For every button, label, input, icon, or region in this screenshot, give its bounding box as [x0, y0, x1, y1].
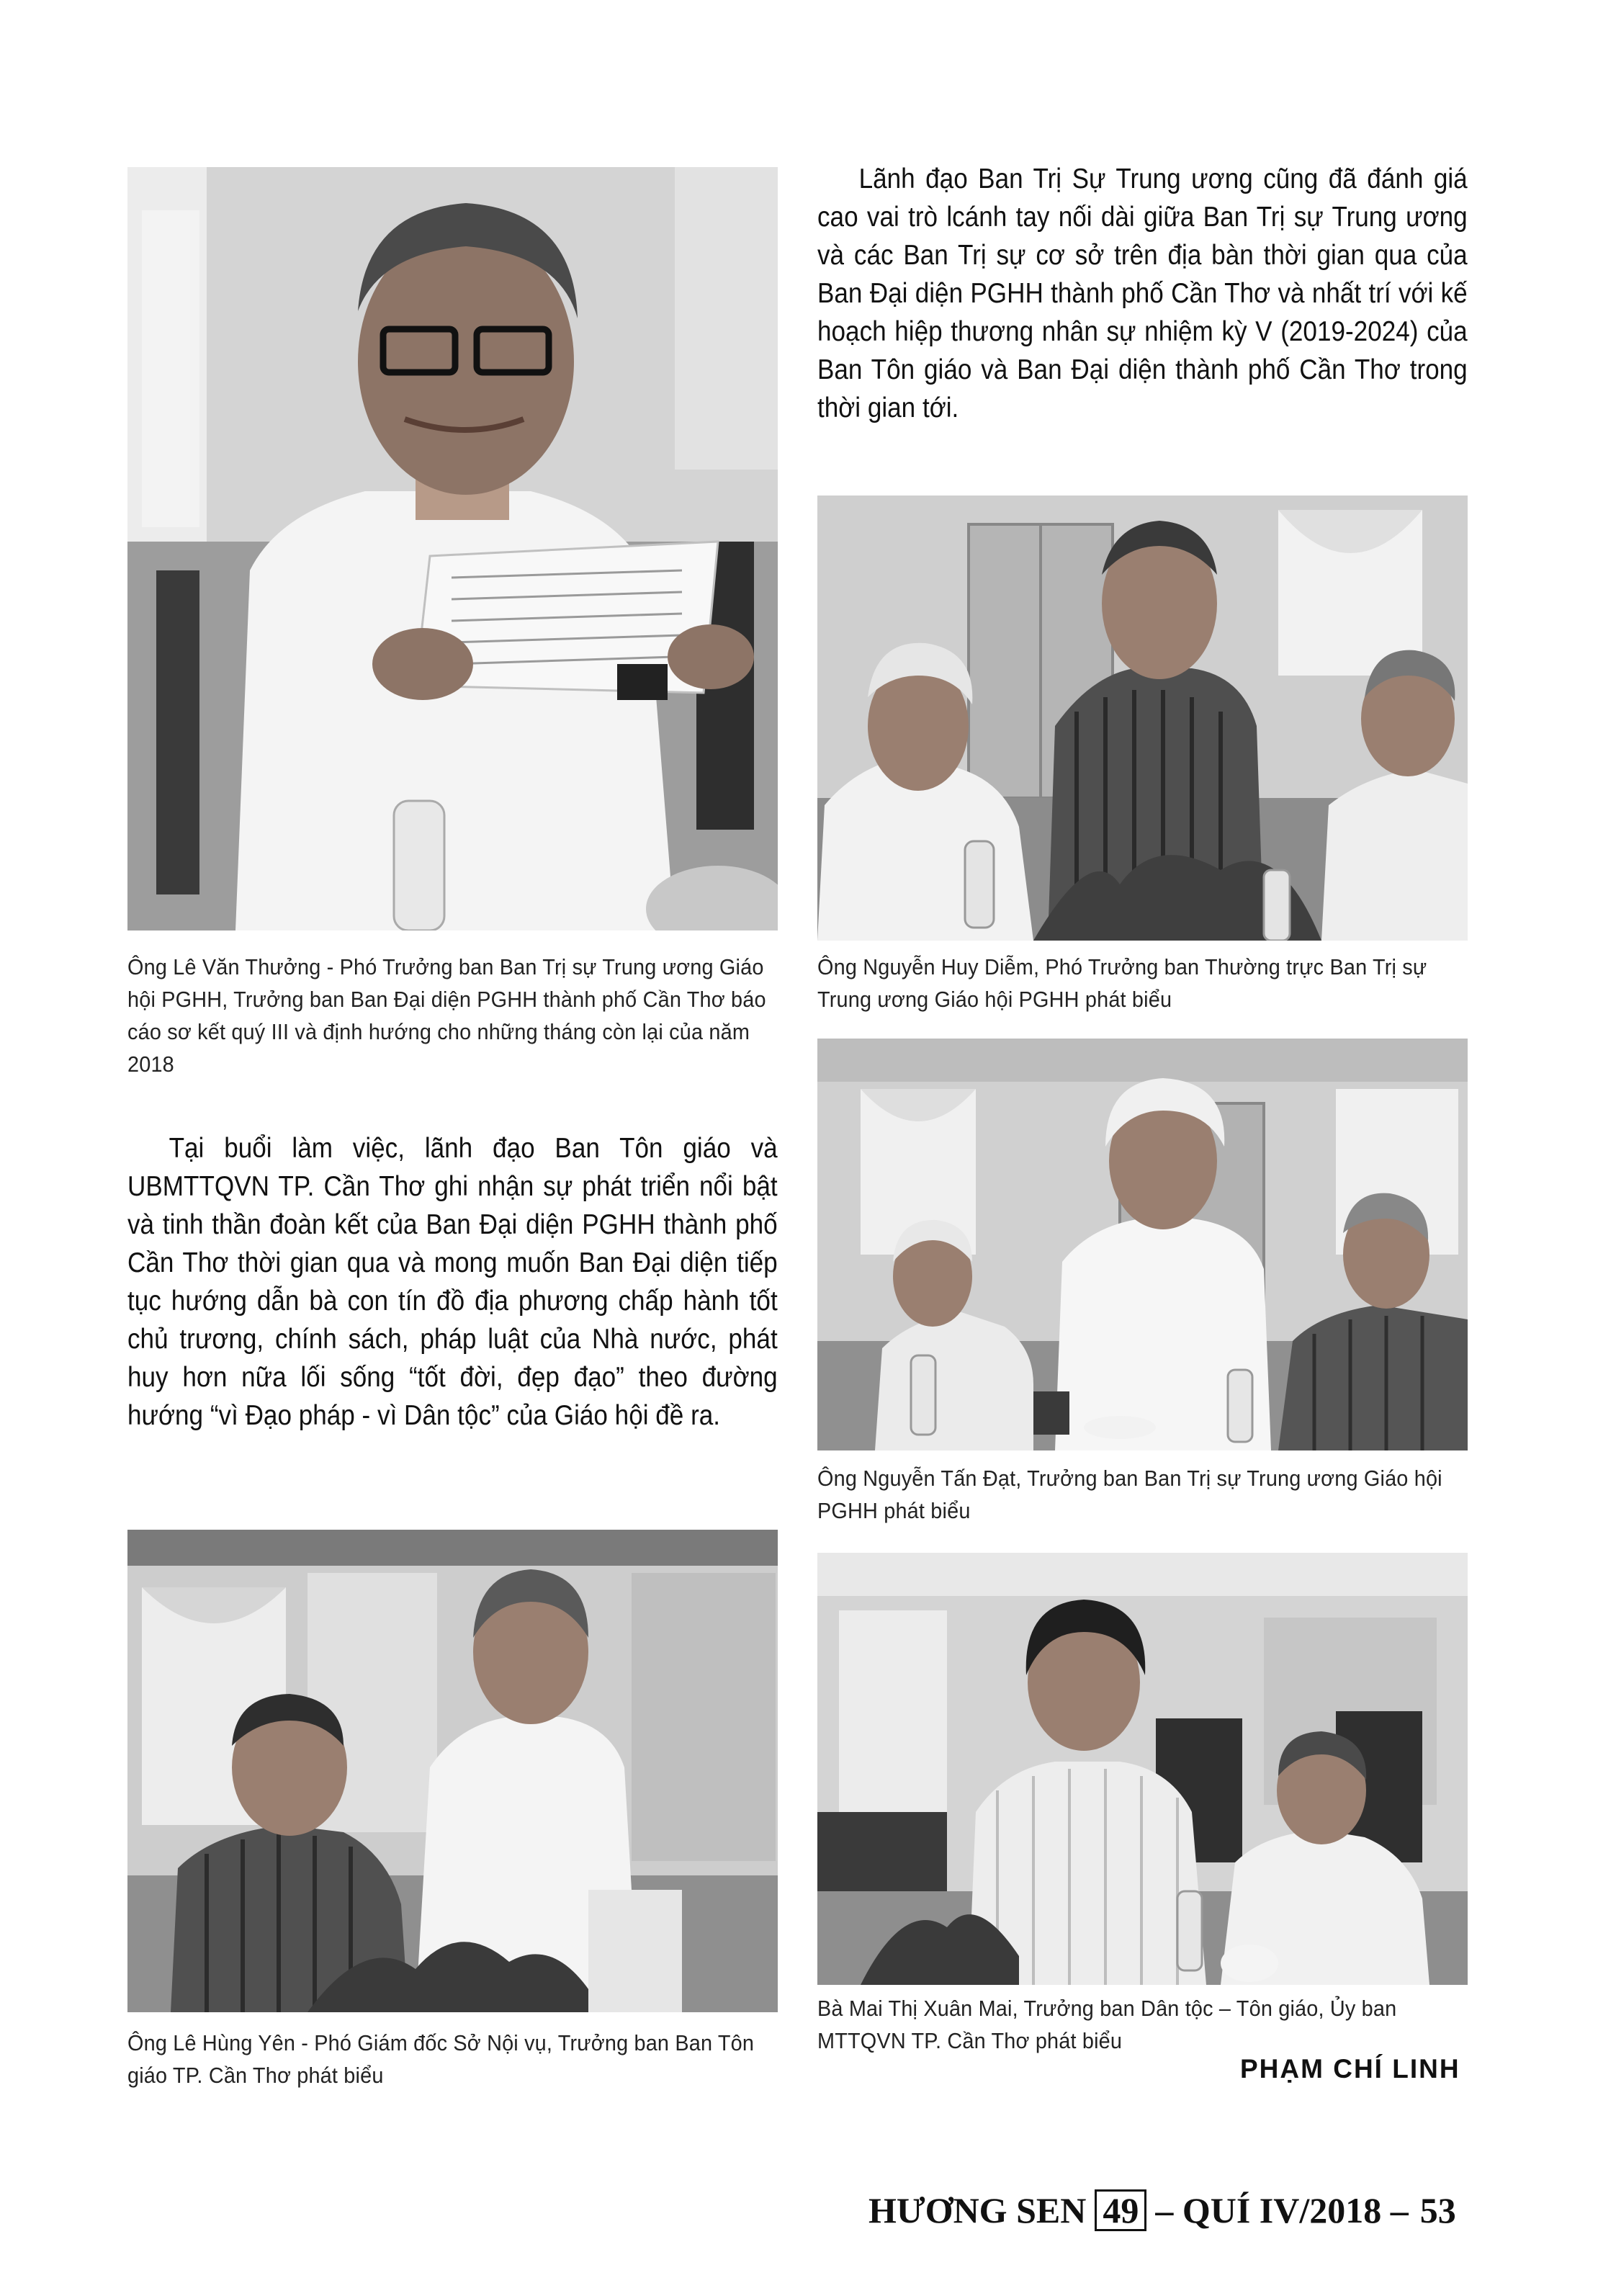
- article-paragraph-1: Lãnh đạo Ban Trị Sự Trung ương cũng đã đánh giá cao vai trò lcánh tay nối dài giữa Ban Trị sự Trung ương và các Ban Trị sự cơ sở trên địa bàn thời gian qua của Ban Đại diện PGHH thành phố Cần Thơ và nhất trí với kế hoạch hiệp thương nhân sự nhiệm kỳ V (2019-2024) của Ban Tôn giáo và Ban Đại diện thành phố Cần Thơ trong thời gian tới.: [817, 163, 1468, 423]
- issue-number-box: 49: [1095, 2189, 1146, 2231]
- photo-caption-2: Ông Nguyễn Huy Diễm, Phó Trưởng ban Thường trực Ban Trị sự Trung ương Giáo hội PGHH phát biểu: [817, 954, 1427, 1012]
- page-footer: [868, 2189, 1456, 2231]
- issue-period: – QUÍ IV/2018 –: [1155, 2190, 1409, 2230]
- photo-speaker-nguyen-huy-diem: [817, 495, 1468, 941]
- photo-speaker-nguyen-tan-dat: [817, 1039, 1468, 1450]
- article-paragraph-2: Tại buổi làm việc, lãnh đạo Ban Tôn giáo và UBMTTQVN TP. Cần Thơ ghi nhận sự phát triển nổi bật và tinh thần đoàn kết của Ban Đại diện PGHH thành phố Cần Thơ thời gian qua và mong muốn Ban Đại diện tiếp tục hướng dẫn bà con tín đồ địa phương chấp hành tốt chủ trương, chính sách, pháp luật của Nhà nước, phát huy hơn nữa lối sống “tốt đời, đẹp đạo” theo đường hướng “vì Đạo pháp - vì Dân tộc” của Giáo hội đề ra.: [127, 1133, 778, 1431]
- photo-caption-5: Bà Mai Thị Xuân Mai, Trưởng ban Dân tộc – Tôn giáo, Ủy ban MTTQVN TP. Cần Thơ phát biểu: [817, 1996, 1397, 2053]
- photo-speaker-le-hung-yen: [127, 1530, 778, 2012]
- author-byline: PHẠM CHÍ LINH: [1240, 2054, 1460, 2084]
- photo-caption-3: Ông Nguyễn Tấn Đạt, Trưởng ban Ban Trị sự Trung ương Giáo hội PGHH phát biểu: [817, 1466, 1442, 1523]
- magazine-title: HƯƠNG SEN: [868, 2190, 1087, 2230]
- photo-caption-1: Ông Lê Văn Thưởng - Phó Trưởng ban Ban Trị sự Trung ương Giáo hội PGHH, Trưởng ban Ban Đại diện PGHH thành phố Cần Thơ báo cáo sơ kết quý III và định hướng cho những tháng còn lại của năm 2018: [127, 954, 766, 1077]
- photo-speaker-le-van-thuong: [127, 167, 778, 930]
- photo-speaker-mai-thi-xuan-mai: [817, 1553, 1468, 1985]
- photo-caption-4: Ông Lê Hùng Yên - Phó Giám đốc Sở Nội vụ, Trưởng ban Ban Tôn giáo TP. Cần Thơ phát biểu: [127, 2030, 755, 2088]
- page-number: 53: [1419, 2190, 1456, 2230]
